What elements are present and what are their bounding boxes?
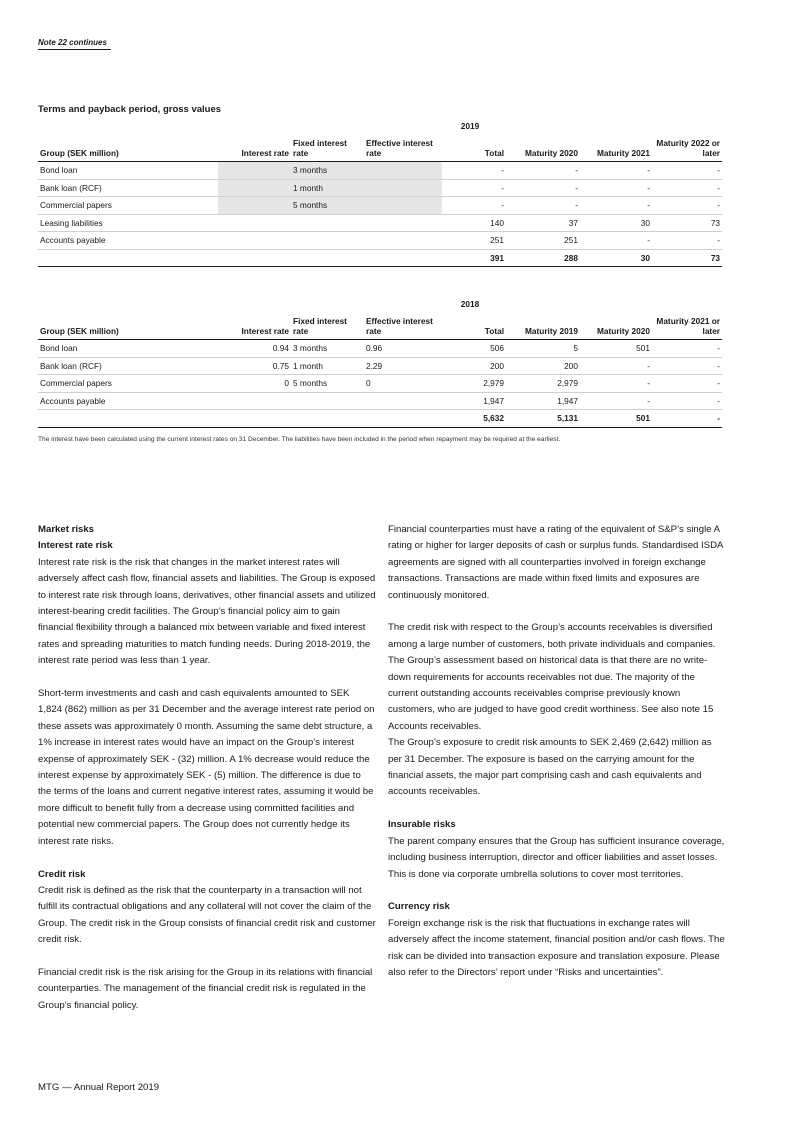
- paragraph-spacer: [38, 850, 376, 866]
- table-cell: 1 month: [291, 357, 364, 375]
- table-cell: -: [442, 197, 506, 215]
- table-cell: 506: [442, 340, 506, 358]
- row-label: Leasing liabilities: [38, 214, 218, 232]
- table-cell: [218, 179, 291, 197]
- table-cell: -: [506, 162, 580, 180]
- table-row: [38, 197, 722, 215]
- table-cell: 251: [442, 232, 506, 250]
- section-heading: Credit risk: [38, 868, 86, 880]
- table-row: [38, 232, 722, 250]
- section-heading: Interest rate risk: [38, 540, 113, 552]
- text-column-right: [388, 522, 726, 981]
- column-header: Fixed interest rate: [291, 134, 364, 162]
- column-header: Total: [442, 312, 506, 340]
- column-header: Effective interest rate: [364, 312, 442, 340]
- column-header: Interest rate: [218, 312, 291, 340]
- table-row: [38, 214, 722, 232]
- total-cell: [38, 249, 218, 267]
- table-row: [38, 340, 722, 358]
- row-label: Accounts payable: [38, 392, 218, 410]
- table-cell: 0.96: [364, 340, 442, 358]
- row-label: Bond loan: [38, 340, 218, 358]
- table-cell: -: [580, 375, 652, 393]
- table-cell: -: [580, 197, 652, 215]
- table-cell: [364, 392, 442, 410]
- total-cell: [218, 410, 291, 428]
- table-cell: [291, 392, 364, 410]
- table-cell: 1 month: [291, 179, 364, 197]
- text-column-left: [38, 522, 376, 1014]
- table-cell: 251: [506, 232, 580, 250]
- body-paragraph: Foreign exchange risk is the risk that fluctuations in exchange rates will adversely affect the income statement, financial position and/or cash flows. The risk can be divided into transaction exposure and translation exposure. Please also refer to the Directors’ report under “Risks and uncertainties”.: [388, 917, 725, 978]
- note-header: Note 22 continues: [38, 38, 111, 50]
- table-row: [38, 357, 722, 375]
- table-cell: 37: [506, 214, 580, 232]
- table-row: [38, 392, 722, 410]
- table-row: [38, 162, 722, 180]
- column-header: Maturity 2019: [506, 312, 580, 340]
- total-cell: 30: [580, 249, 652, 267]
- column-header: Fixed interest rate: [291, 312, 364, 340]
- row-label: Commercial papers: [38, 375, 218, 393]
- table-cell: [364, 197, 442, 215]
- table-cell: [218, 232, 291, 250]
- page-footer: MTG — Annual Report 2019: [38, 1082, 160, 1093]
- total-cell: -: [652, 410, 722, 428]
- table-cell: 0.75: [218, 357, 291, 375]
- table-row: [38, 179, 722, 197]
- paragraph-spacer: [388, 801, 726, 817]
- row-label: Bank loan (RCF): [38, 179, 218, 197]
- table-cell: -: [652, 179, 722, 197]
- table-cell: -: [652, 162, 722, 180]
- table-cell: [218, 392, 291, 410]
- table-cell: 0: [364, 375, 442, 393]
- body-paragraph: Financial counterparties must have a rating of the equivalent of S&P’s single A rating or higher for larger deposits of cash or surplus funds. Standardised ISDA agreements are signed with all counterparties involved in foreign exchange transactions. Transactions are made within fixed limits and exposures are continuously monitored.: [388, 524, 723, 601]
- paragraph-spacer: [388, 604, 726, 620]
- table-cell: 73: [652, 214, 722, 232]
- table-2018: [38, 296, 722, 428]
- column-header: Maturity 2020: [580, 312, 652, 340]
- table-2019: [38, 118, 722, 267]
- table-cell: -: [580, 179, 652, 197]
- total-cell: [218, 249, 291, 267]
- table-cell: [218, 214, 291, 232]
- body-paragraph: Credit risk is defined as the risk that the counterparty in a transaction will not fulfill its contractual obligations and any collateral will not cover the claim of the Group. The credit risk in the Group consists of financial credit risk and customer credit risk.: [38, 884, 376, 946]
- table-cell: [364, 179, 442, 197]
- table-cell: 2,979: [442, 375, 506, 393]
- column-header: Effective interest rate: [364, 134, 442, 162]
- table-cell: 1,947: [442, 392, 506, 410]
- row-label: Accounts payable: [38, 232, 218, 250]
- table-cell: 0.94: [218, 340, 291, 358]
- total-cell: 391: [442, 249, 506, 267]
- table-cell: -: [580, 232, 652, 250]
- column-header: Group (SEK million): [38, 312, 218, 340]
- column-header: Maturity 2021: [580, 134, 652, 162]
- table-cell: [291, 214, 364, 232]
- paragraph-spacer: [38, 670, 376, 686]
- table-cell: -: [652, 197, 722, 215]
- table-cell: 2,979: [506, 375, 580, 393]
- column-header: Maturity 2020: [506, 134, 580, 162]
- row-label: Bank loan (RCF): [38, 357, 218, 375]
- table-cell: [364, 162, 442, 180]
- table-cell: -: [652, 392, 722, 410]
- body-paragraph: Financial credit risk is the risk arising for the Group in its relations with financial counterparties. The management of the financial credit risk is regulated in the Group’s financial policy.: [38, 966, 373, 1011]
- table-cell: -: [580, 357, 652, 375]
- table-cell: -: [442, 162, 506, 180]
- table-cell: 5 months: [291, 375, 364, 393]
- total-cell: [364, 410, 442, 428]
- total-cell: [364, 249, 442, 267]
- row-label: Bond loan: [38, 162, 218, 180]
- column-header: Maturity 2022 or later: [652, 134, 722, 162]
- body-paragraph: Short-term investments and cash and cash equivalents amounted to SEK 1,824 (862) million as per 31 December and the average interest rate period on these assets was approximately 0 month. Assuming the same debt structure, a 1% increase in interest rates would have an impact on the Group’s interest expense of approximately SEK - (32) million. A 1% decrease would reduce the interest expense by approximately SEK - (5) million. The difference is due to the terms of the loans and current negative interest rates, assuming it would be more difficult to benefit fully from a decrease using committed facilities and potential new commercial papers. The Group does not currently hedge its interest rate risks.: [38, 688, 375, 847]
- section-heading: Insurable risks: [388, 819, 456, 831]
- section-title: Terms and payback period, gross values: [38, 104, 222, 115]
- body-paragraph: Interest rate risk is the risk that changes in the market interest rates will adversely affect cash flow, financial assets and liabilities. The Group is exposed to interest rate risk through loans, derivatives, other financial assets and utilized interest-bearing credit facilities. The Group’s financial policy aim to gain financial flexibility through a balanced mix between variable and fixed interest rates and spreading maturities to match funding needs. During 2018-2019, the interest rate period was less than 1 year.: [38, 556, 376, 667]
- table-footnote: The interest have been calculated using the current interest rates on 31 December. The liabilities have been included in the period when repayment may be required at the earliest.: [38, 436, 561, 443]
- table-cell: -: [506, 197, 580, 215]
- table-cell: [218, 197, 291, 215]
- row-label: Commercial papers: [38, 197, 218, 215]
- table-cell: [364, 214, 442, 232]
- table-cell: 200: [442, 357, 506, 375]
- table-body: [38, 340, 722, 428]
- column-header: Maturity 2021 or later: [652, 312, 722, 340]
- table-cell: 30: [580, 214, 652, 232]
- paragraph-spacer: [38, 949, 376, 965]
- total-cell: 288: [506, 249, 580, 267]
- table-body: [38, 162, 722, 267]
- table-cell: -: [580, 162, 652, 180]
- table-cell: [218, 162, 291, 180]
- table-cell: -: [652, 340, 722, 358]
- table-row: [38, 375, 722, 393]
- total-row: [38, 249, 722, 267]
- column-header: Group (SEK million): [38, 134, 218, 162]
- total-cell: [291, 410, 364, 428]
- total-row: [38, 410, 722, 428]
- table-cell: 2.29: [364, 357, 442, 375]
- table-cell: 501: [580, 340, 652, 358]
- table-cell: 200: [506, 357, 580, 375]
- body-paragraph: The Group’s exposure to credit risk amounts to SEK 2,469 (2,642) million as per 31 December. The exposure is based on the carrying amount for the financial assets, the major part comprising cash and cash equivalents and accounts receivables.: [388, 737, 712, 798]
- table-cell: 3 months: [291, 340, 364, 358]
- total-cell: 501: [580, 410, 652, 428]
- table-cell: [291, 232, 364, 250]
- table-cell: [364, 232, 442, 250]
- column-header: Interest rate: [218, 134, 291, 162]
- total-cell: [291, 249, 364, 267]
- paragraph-spacer: [388, 883, 726, 899]
- table-cell: -: [652, 232, 722, 250]
- section-heading: Market risks: [38, 524, 94, 535]
- table-cell: 3 months: [291, 162, 364, 180]
- body-paragraph: The credit risk with respect to the Group’s accounts receivables is diversified among a large number of customers, both private individuals and companies. The Group’s assessment based on historical data is that there are no write-down requirements for accounts receivables not due. The majority of the current outstanding accounts receivables comprise previously known customers, who are judged to have good credit worthiness. See also note 15 Accounts receivables.: [388, 622, 716, 732]
- total-cell: 73: [652, 249, 722, 267]
- table-cell: -: [652, 357, 722, 375]
- table-cell: 5 months: [291, 197, 364, 215]
- section-heading: Currency risk: [388, 901, 450, 913]
- table-cell: 5: [506, 340, 580, 358]
- table-cell: -: [442, 179, 506, 197]
- table-year: 2018: [460, 299, 480, 309]
- total-cell: 5,632: [442, 410, 506, 428]
- table-year: 2019: [460, 121, 480, 131]
- total-cell: 5,131: [506, 410, 580, 428]
- table-cell: 0: [218, 375, 291, 393]
- table-cell: 140: [442, 214, 506, 232]
- table-cell: -: [580, 392, 652, 410]
- total-cell: [38, 410, 218, 428]
- table-cell: 1,947: [506, 392, 580, 410]
- table-cell: -: [652, 375, 722, 393]
- body-paragraph: The parent company ensures that the Group has sufficient insurance coverage, including business interruption, director and officer liabilities and asset losses. This is done via corporate umbrella solutions to cover most territories.: [388, 835, 725, 880]
- table-cell: -: [506, 179, 580, 197]
- column-header: Total: [442, 134, 506, 162]
